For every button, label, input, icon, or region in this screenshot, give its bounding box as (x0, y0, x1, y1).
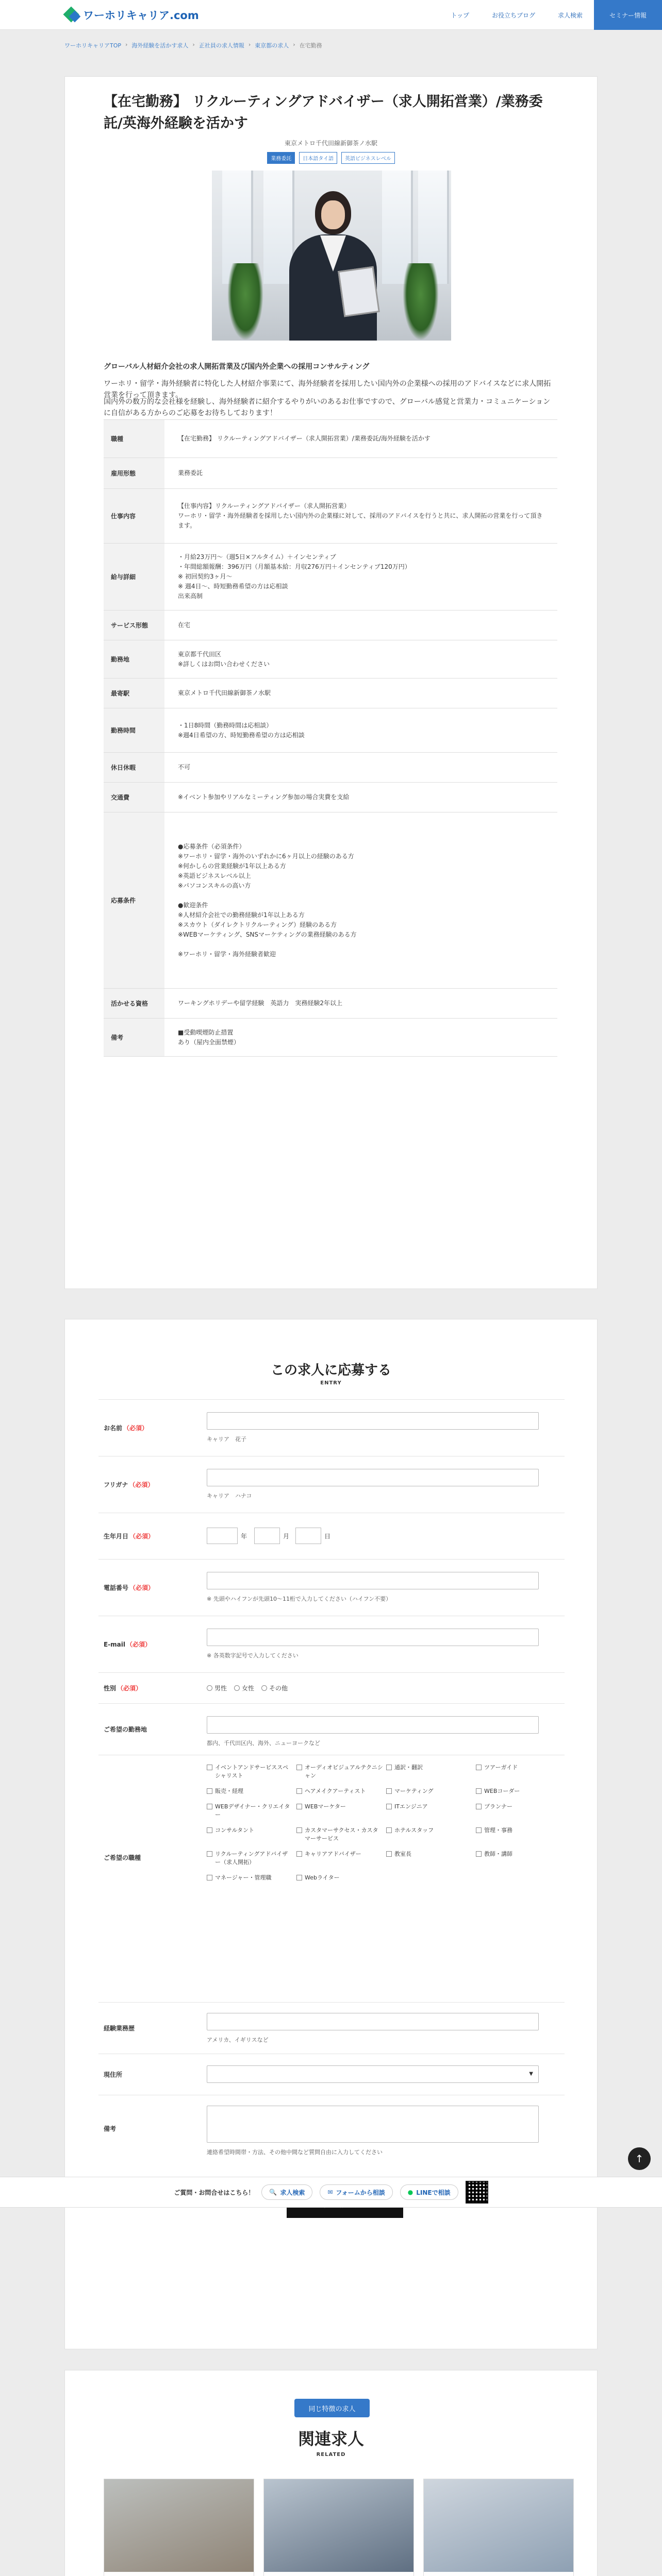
related-job-image (104, 2479, 254, 2572)
detail-key: 応募条件 (104, 812, 164, 988)
form-row-area (98, 1703, 565, 1755)
checkbox-label: ホテルスタッフ (394, 1827, 434, 1834)
jobtype-checkbox[interactable] (207, 1874, 293, 1882)
checkbox-label: 販売・経理 (215, 1788, 243, 1794)
jobtype-checkbox[interactable] (296, 1803, 383, 1819)
nav-top[interactable]: トップ (451, 11, 469, 19)
float-form-consult-button[interactable] (320, 2184, 392, 2200)
breadcrumb (64, 41, 322, 49)
detail-row (104, 708, 557, 753)
chevron-down-icon: ▼ (529, 2071, 533, 2077)
detail-row (104, 753, 557, 783)
note-label: 備考 (104, 2125, 117, 2132)
note-hint: 連絡希望時間帯・方法、その他中間など質問自由に入力してください (207, 2149, 383, 2156)
form-row-jobtype (98, 1755, 565, 2002)
detail-key: 活かせる資格 (104, 989, 164, 1018)
required-mark: （必須） (129, 1584, 155, 1591)
detail-value: 【在宅勤務】 リクルーティングアドバイザー（求人開拓営業）/業務委託/海外経験を活かす (178, 435, 431, 442)
detail-value: 【仕事内容】リクルーティングアドバイザー（求人開拓営業） ワーホリ・留学・海外経験者を採用したい国内外の企業様に対して、採用のアドバイスを行うと共に、求人開拓の営業を行って頂きます。 (178, 502, 543, 529)
checkbox-icon (476, 1827, 482, 1833)
email-hint: ※ 各英数字記号で入力してください (207, 1652, 299, 1659)
detail-row (104, 989, 557, 1019)
detail-row (104, 679, 557, 708)
detail-key: 勤務時間 (104, 708, 164, 752)
arrow-up-icon: ↑ (635, 2153, 644, 2165)
detail-row (104, 1019, 557, 1057)
detail-value: ・1日8時間（勤務時間は応相談） ※週4日希望の方、時短勤務希望の方は応相談 (178, 721, 305, 739)
related-job-card[interactable] (423, 2479, 574, 2576)
checkbox-icon (207, 1765, 212, 1770)
checkbox-icon (476, 1788, 482, 1794)
detail-key: 仕事内容 (104, 489, 164, 543)
related-subtitle: RELATED (316, 2452, 346, 2458)
day-unit: 日 (324, 1533, 331, 1540)
form-row-dob (98, 1513, 565, 1559)
area-label: ご希望の勤務地 (104, 1726, 147, 1733)
checkbox-icon (386, 1788, 392, 1794)
detail-row (104, 489, 557, 544)
jobtype-checkbox[interactable] (296, 1764, 383, 1780)
dob-month-select[interactable] (254, 1528, 280, 1544)
form-row-kana (98, 1456, 565, 1513)
jobtype-checkbox[interactable] (207, 1850, 293, 1867)
checkbox-icon (207, 1875, 212, 1880)
detail-value: 不可 (178, 764, 191, 771)
jobtype-checkbox[interactable] (476, 1826, 562, 1843)
name-hint: キャリア 花子 (207, 1436, 246, 1443)
detail-row (104, 458, 557, 489)
checkbox-icon (296, 1788, 302, 1794)
main-nav (439, 0, 662, 30)
job-tags (65, 152, 597, 164)
detail-key: 休日休暇 (104, 753, 164, 782)
job-details-table (104, 419, 557, 1057)
required-mark: （必須） (123, 1425, 148, 1432)
detail-value: ●応募条件（必須条件） ※ワーホリ・留学・海外のいずれかに6ヶ月以上の経験のある方 ※何かしらの営業経験が1年以上ある方 ※英語ビジネスレベル以上 ※パソコンスキルの高い方 ●歓迎条件 ※人材紹介会社での勤務経験が1年以上ある方 ※スカウト（ダイレクトリクルーティング）経験のある方 ※WEBマーケティング、SNSマーケティングの業務経験のある方 ※ワーホリ・留学・海外経験者歓迎 (178, 842, 357, 958)
checkbox-label: WEBマーケター (305, 1803, 346, 1810)
detail-key: 勤務地 (104, 640, 164, 678)
jobtype-checkbox-grid (207, 1764, 562, 1882)
nav-seminar[interactable]: セミナー情報 (594, 0, 662, 30)
detail-value: ■受動喫煙防止措置 あり（屋内全面禁煙） (178, 1028, 240, 1046)
status-label: 現住所 (104, 2071, 123, 2078)
line-qr-code (466, 2181, 488, 2204)
site-logo[interactable] (64, 6, 199, 24)
required-mark: （必須） (129, 1481, 154, 1488)
detail-value: ワーキングホリデーや留学経験 英語力 実務経験2年以上 (178, 999, 343, 1007)
float-job-search-button[interactable] (261, 2184, 312, 2200)
detail-row (104, 420, 557, 458)
area-hint: 都内、千代田区内、海外、ニューヨークなど (207, 1740, 320, 1747)
form-subtitle: ENTRY (320, 1380, 342, 1386)
checkbox-icon (476, 1765, 482, 1770)
detail-value: 東京メトロ千代田線新御茶ノ水駅 (178, 689, 271, 697)
checkbox-icon (386, 1851, 392, 1857)
checkbox-label: マーケティング (394, 1788, 434, 1794)
required-mark: （必須） (126, 1641, 152, 1648)
checkbox-icon (296, 1875, 302, 1880)
checkbox-icon (207, 1851, 212, 1857)
checkbox-label: キャリアアドバイザー (305, 1851, 361, 1857)
form-row-note (98, 2095, 565, 2162)
jobtype-checkbox[interactable] (476, 1787, 562, 1795)
jobtype-checkbox[interactable] (386, 1787, 473, 1795)
status-select[interactable] (207, 2065, 539, 2083)
month-unit: 月 (283, 1533, 290, 1540)
related-jobs-section (64, 2370, 598, 2576)
detail-value: 在宅 (178, 621, 191, 629)
tel-label: 電話番号 (104, 1584, 129, 1591)
nav-job-search[interactable]: 求人検索 (557, 11, 583, 19)
job-tag: 業務委託 (267, 152, 295, 164)
checkbox-icon (386, 1765, 392, 1770)
checkbox-label: ヘアメイクアーティスト (305, 1788, 366, 1794)
breadcrumb-sep: › (248, 41, 251, 48)
jobtype-checkbox[interactable] (207, 1787, 293, 1795)
form-row-name (98, 1399, 565, 1456)
detail-key: 雇用形態 (104, 458, 164, 488)
radio-circle-icon (207, 1685, 212, 1691)
jobtype-checkbox[interactable] (476, 1803, 562, 1819)
checkbox-label: 教師・講師 (484, 1851, 512, 1857)
floating-contact-bar (0, 2177, 662, 2208)
dob-day-select[interactable] (295, 1528, 321, 1544)
job-lead-paragraph: 国内外の数万的な会社様を経験し、海外経験者に紹介するやりがいのあるお仕事ですので、グローバル感覚と営業力・コミュニケーションに自信がある方からのご応募をお待ちしております！ (104, 398, 551, 417)
checkbox-icon (207, 1804, 212, 1809)
detail-key: 最寄駅 (104, 679, 164, 708)
breadcrumb-sep: › (125, 41, 128, 48)
checkbox-icon (296, 1851, 302, 1857)
name-input[interactable] (207, 1412, 539, 1430)
checkbox-label: 管理・事務 (484, 1827, 512, 1834)
experience-label: 経験業務歴 (104, 2025, 135, 2032)
search-icon: 🔍 (269, 2189, 277, 2196)
jobtype-checkbox[interactable] (386, 1826, 473, 1843)
detail-row (104, 611, 557, 640)
breadcrumb-item[interactable]: 東京都の求人 (255, 42, 289, 49)
jobtype-checkbox[interactable] (476, 1850, 562, 1867)
dob-label: 生年月日 (104, 1533, 129, 1540)
radio-label: その他 (269, 1685, 288, 1692)
form-row-email (98, 1616, 565, 1672)
form-row-tel (98, 1559, 565, 1616)
dob-year-select[interactable] (207, 1528, 238, 1544)
gender-radio-male[interactable] (207, 1684, 227, 1692)
breadcrumb-item[interactable]: ワーホリキャリアTOP (64, 42, 122, 49)
detail-row (104, 544, 557, 611)
checkbox-label: カスタマーサクセス・カスタマーサービス (305, 1827, 378, 1842)
checkbox-label: オーディオビジュアルテクニシャン (305, 1764, 383, 1779)
form-row-experience (98, 2002, 565, 2054)
area-input[interactable] (207, 1716, 539, 1734)
checkbox-label: イベントアンドサービススペシャリスト (215, 1764, 289, 1779)
checkbox-icon (386, 1804, 392, 1809)
nav-blog[interactable]: お役立ちブログ (491, 11, 535, 19)
contact-bar-label: ご質問・お問合せはこちら！ (174, 2189, 255, 2196)
form-row-gender (98, 1672, 565, 1703)
radio-circle-icon (234, 1685, 240, 1691)
breadcrumb-sep: › (192, 41, 195, 48)
job-tag: 英語ビジネスレベル (341, 152, 395, 164)
button-label: フォームから相談 (336, 2189, 385, 2196)
required-mark: （必須） (117, 1685, 142, 1692)
checkbox-icon (296, 1765, 302, 1770)
detail-key: 給与詳細 (104, 544, 164, 610)
jobtype-checkbox[interactable] (386, 1764, 473, 1780)
tel-hint: ※ 先頭やハイフンが先頭10〜11桁で入力してください（ハイフン不要） (207, 1596, 392, 1602)
related-job-card[interactable] (263, 2479, 414, 2576)
related-pill: 同じ特徴の求人 (294, 2399, 370, 2417)
checkbox-icon (386, 1827, 392, 1833)
job-photo (212, 171, 451, 341)
checkbox-label: 教室長 (394, 1851, 411, 1857)
radio-circle-icon (261, 1685, 267, 1691)
button-label: 求人検索 (280, 2189, 305, 2196)
checkbox-icon (207, 1788, 212, 1794)
jobtype-checkbox[interactable] (476, 1764, 562, 1780)
breadcrumb-current: 在宅勤務 (299, 42, 322, 49)
gender-label: 性別 (104, 1685, 117, 1692)
detail-value: 業務委託 (178, 469, 203, 477)
related-job-image (264, 2479, 414, 2572)
radio-label: 男性 (214, 1685, 227, 1692)
breadcrumb-item[interactable]: 海外経験を活かす求人 (131, 42, 189, 49)
checkbox-icon (476, 1804, 482, 1809)
checkbox-icon (476, 1851, 482, 1857)
float-line-consult-button[interactable] (400, 2184, 458, 2200)
logo-mark-icon (64, 7, 80, 23)
detail-key: 交通費 (104, 783, 164, 812)
name-label: お名前 (104, 1425, 123, 1432)
line-icon: ● (407, 2189, 413, 2196)
experience-input[interactable] (207, 2013, 539, 2030)
jobtype-label: ご希望の職種 (104, 1854, 141, 1861)
checkbox-label: WEBコーダー (484, 1788, 520, 1794)
checkbox-icon (296, 1804, 302, 1809)
related-title: 関連求人 (297, 2429, 364, 2449)
experience-hint: アメリカ、イギリスなど (207, 2037, 269, 2043)
detail-row (104, 640, 557, 679)
kana-input[interactable] (207, 1469, 539, 1486)
radio-label: 女性 (242, 1685, 255, 1692)
related-job-card[interactable] (104, 2479, 254, 2576)
detail-key: サービス形態 (104, 611, 164, 640)
checkbox-label: コンサルタント (215, 1827, 255, 1834)
breadcrumb-item[interactable]: 正社員の求人情報 (198, 42, 244, 49)
detail-key: 職種 (104, 420, 164, 457)
detail-value: ※イベント参加やリアルなミーティング参加の場合実費を支給 (178, 793, 350, 801)
checkbox-label: Webライター (305, 1874, 340, 1881)
breadcrumb-sep: › (293, 41, 295, 48)
form-title: この求人に応募する (270, 1363, 391, 1378)
checkbox-label: 通訳・翻訳 (394, 1764, 423, 1771)
detail-value: 東京都千代田区 ※詳しくはお問い合わせください (178, 650, 270, 668)
email-label: E-mail (104, 1640, 126, 1648)
jobtype-checkbox[interactable] (207, 1803, 293, 1819)
checkbox-label: ツアーガイド (484, 1764, 518, 1771)
related-job-image (424, 2479, 574, 2572)
jobtype-checkbox[interactable] (386, 1803, 473, 1819)
jobtype-checkbox[interactable] (296, 1787, 383, 1795)
note-textarea[interactable] (207, 2106, 539, 2143)
checkbox-label: マネージャー・管理職 (215, 1874, 272, 1881)
jobtype-checkbox[interactable] (386, 1850, 473, 1867)
mail-icon: ✉ (327, 2189, 333, 2196)
jobtype-checkbox[interactable] (296, 1850, 383, 1867)
form-row-status (98, 2054, 565, 2095)
email-input[interactable] (207, 1629, 539, 1646)
job-tag: 日本語タイ語 (299, 152, 337, 164)
job-title: 【在宅勤務】 リクルーティングアドバイザー（求人開拓営業）/業務委託/英海外経験を活かす (104, 94, 543, 131)
checkbox-icon (296, 1827, 302, 1833)
checkbox-label: プランナー (484, 1803, 512, 1810)
jobtype-checkbox[interactable] (296, 1874, 383, 1882)
checkbox-label: リクルーティングアドバイザー（求人開拓） (215, 1851, 288, 1866)
detail-row (104, 783, 557, 812)
detail-value: ・月給23万円〜（週5日×フルタイム）＋インセンティブ ・年間総額報酬：396万円（月額基本給：月収276万円＋インセンティブ120万円） ※ 初回契約3ヶ月〜 ※ 週4日〜、時短勤務希望の方は応相談 出来高制 (178, 553, 411, 600)
scroll-to-top-button[interactable] (628, 2147, 651, 2170)
detail-key: 備考 (104, 1019, 164, 1056)
gender-radio-female[interactable] (234, 1684, 254, 1692)
jobtype-checkbox[interactable] (207, 1764, 293, 1780)
year-unit: 年 (241, 1533, 247, 1540)
job-lead-heading: グローバル人材紹介会社の求人開拓営業及び国内外企業への採用コンサルティング (104, 363, 370, 371)
job-company-location: 東京メトロ千代田線新御茶ノ水駅 (284, 140, 377, 147)
checkbox-label: ITエンジニア (394, 1803, 428, 1810)
jobtype-checkbox[interactable] (207, 1826, 293, 1843)
detail-row (104, 812, 557, 989)
checkbox-label: WEBデザイナー・クリエイター (215, 1803, 290, 1818)
tel-input[interactable] (207, 1572, 539, 1589)
job-lead-paragraph: ワーホリ・留学・海外経験者に特化した人材紹介事業にて、海外経験者を採用したい国内外の企業様への採用のアドバイスなどに求人開拓営業を行って頂きます。 (104, 380, 551, 399)
jobtype-checkbox[interactable] (296, 1826, 383, 1843)
kana-hint: キャリア ハナコ (207, 1493, 252, 1499)
button-label: LINEで相談 (416, 2189, 451, 2196)
job-detail-card (64, 76, 598, 1289)
site-header (0, 0, 662, 30)
checkbox-icon (207, 1827, 212, 1833)
gender-radio-other[interactable] (261, 1684, 288, 1692)
logo-text: ワーホリキャリア.com (83, 9, 199, 22)
required-mark: （必須） (129, 1533, 155, 1540)
kana-label: フリガナ (104, 1481, 128, 1488)
